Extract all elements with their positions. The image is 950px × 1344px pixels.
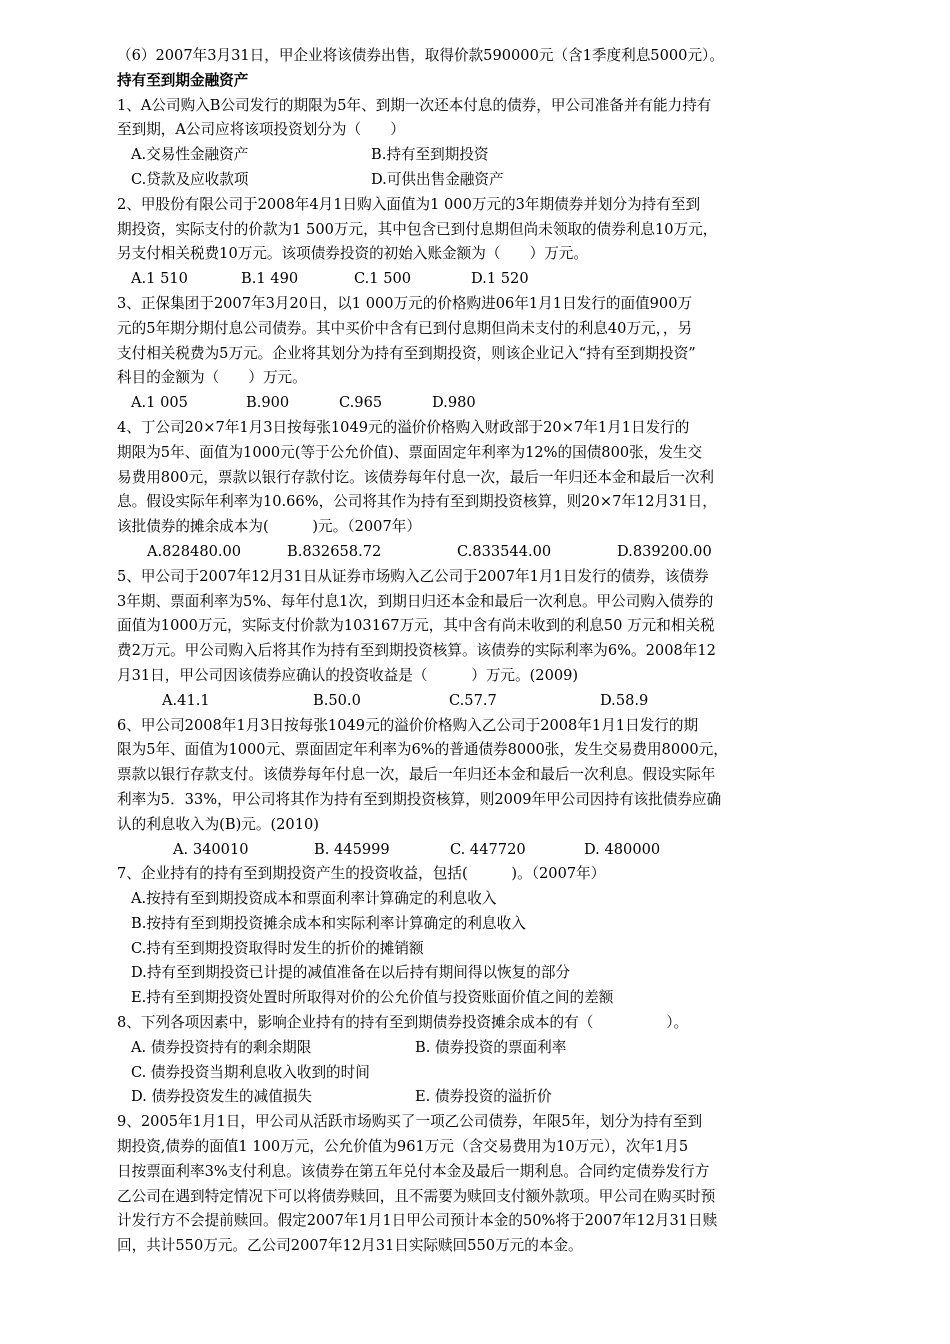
question-7 [117,862,817,1011]
question-9 [117,1110,817,1259]
option-b: B.900 [246,394,290,412]
question-text-line: 息。假设实际年利率为10.66%，公司将其作为持有至到期投资核算，则20×7年12月31日， [117,493,717,511]
question-8 [117,1011,817,1110]
option-c: C.833544.00 [457,542,552,560]
question-text-line: 面值为1000万元，实际支付价款为103167万元，其中含有尚未收到的利息50 万元和相关税 [117,617,715,635]
question-text-line: 该批债券的摊余成本为( )元。（2007年） [117,518,421,536]
option-a: A.828480.00 [147,542,242,560]
question-text-line: 日按票面利率3%支付利息。该债券在第五年兑付本金及最后一期利息。合同约定债券发行方 [117,1162,710,1180]
question-text-line: 2、甲股份有限公司于2008年4月1日购入面值为1 000万元的3年期债券并划分为持有至到 [117,195,701,213]
question-3 [117,292,817,416]
question-text-line: 1、A公司购入B公司发行的期限为5年、到期一次还本付息的债券，甲公司准备并有能力持有 [117,96,712,114]
option-d: D.1 520 [471,270,529,288]
question-text-line: 期投资，实际支付的价款为1 500万元，其中包含已到付息期但尚未领取的债券利息10万元， [117,220,718,238]
option-d: D.可供出售金融资产 [371,170,504,188]
question-2 [117,193,817,292]
option-row [117,1036,817,1061]
question-text-line: 认的利息收入为(B)元。(2010) [117,815,319,833]
question-text-line: 7、企业持有的持有至到期投资产生的投资收益，包括( )。（2007年） [117,865,606,883]
option-a: A.按持有至到期投资成本和票面利率计算确定的利息收入 [131,890,497,908]
question-text-line: 利率为5．33%，甲公司将其作为持有至到期投资核算，则2009年甲公司因持有该批债券应确 [117,790,722,808]
option-a: A.1 005 [131,394,188,412]
question-text-line: 3、正保集团于2007年3月20日，以1 000万元的价格购进06年1月1日发行的面值900万 [117,294,693,312]
option-b: B.持有至到期投资 [371,146,489,164]
question-text-line: 回，共计550万元。乙公司2007年12月31日实际赎回550万元的本金。 [117,1237,583,1255]
question-text-line: 期限为5年、面值为1000元(等于公允价值)、票面固定年利率为12%的国债800张，发生交 [117,443,703,461]
question-5 [117,565,817,714]
question-text-line: 8、下列各项因素中，影响企业持有的持有至到期债券投资摊余成本的有（ ）。 [117,1014,689,1032]
option-row [117,838,817,863]
question-text-line: 元的5年期分期付息公司债券。其中买价中含有已到付息期但尚未支付的利息40万元，，另 [117,319,693,337]
option-b: B.1 490 [241,270,299,288]
question-1 [117,94,817,193]
option-a: A. 债券投资持有的剩余期限 [131,1038,312,1056]
question-text-line: 科目的金额为（ ）万元。 [117,369,307,387]
question-text-line: 易费用800元，票款以银行存款付讫。该债券每年付息一次，最后一年归还本金和最后一次利 [117,468,715,486]
option-c: C.贷款及应收款项 [131,170,249,188]
option-b: B.按持有至到期投资摊余成本和实际利率计算确定的利息收入 [131,914,526,932]
option-e: E. 债券投资的溢折价 [415,1088,552,1106]
option-row [117,143,817,168]
option-c: C.持有至到期投资取得时发生的折价的摊销额 [131,939,424,957]
option-d: D. 债券投资发生的减值损失 [131,1088,312,1106]
document-page [117,44,817,1259]
question-text-line: 5、甲公司于2007年12月31日从证券市场购入乙公司于2007年1月1日发行的债券，该债券 [117,567,709,585]
option-b: B.50.0 [313,691,361,709]
question-text-line: 4、丁公司20×7年1月3日按每张1049元的溢价价格购入财政部于20×7年1月1日发行的 [117,418,690,436]
option-d: D.持有至到期投资已计提的减值准备在以后持有期间得以恢复的部分 [131,964,571,982]
intro-line: （6）2007年3月31日，甲企业将该债券出售，取得价款590000元（含1季度利息5000元）。 [117,47,724,64]
option-c: C. 447720 [450,840,526,858]
option-row [117,391,817,416]
question-6 [117,714,817,863]
question-text-line: 月31日，甲公司因该债券应确认的投资收益是（ ）万元。(2009) [117,666,579,684]
option-b: B. 445999 [314,840,390,858]
question-text-line: 乙公司在遇到特定情况下可以将债券赎回，且不需要为赎回支付额外款项。甲公司在购买时预 [117,1187,716,1205]
question-text-line: 另支付相关税费10万元。该项债券投资的初始入账金额为（ ）万元。 [117,245,588,263]
option-d: D.980 [432,394,476,412]
option-row [117,689,817,714]
option-row [117,1085,817,1110]
question-text-line: 至到期，A公司应将该项投资划分为（ ） [117,121,405,139]
option-c: C.57.7 [449,691,497,709]
option-row [117,267,817,292]
option-c: C.1 500 [354,270,412,288]
question-text-line: 限为5年、面值为1000元、票面固定年利率为6%的普通债券8000张，发生交易费用8000元， [117,741,728,759]
question-text-line: 9、2005年1月1日，甲公司从活跃市场购买了一项乙公司债券，年限5年，划分为持有至到 [117,1113,703,1131]
question-text-line: 计发行方不会提前赎回。假定2007年1月1日甲公司预计本金的50%将于2007年12月31日赎 [117,1212,718,1230]
option-row [117,540,817,565]
option-row [117,168,817,193]
section-title: 持有至到期金融资产 [117,71,249,89]
question-text-line: 期投资,债券的面值1 100万元，公允价值为961万元（含交易费用为10万元），次年1月5 [117,1138,689,1156]
question-text-line: 支付相关税费为5万元。企业将其划分为持有至到期投资，则该企业记入“持有至到期投资” [117,344,696,362]
question-text-line: 票款以银行存款支付。该债券每年付息一次，最后一年归还本金和最后一次利息。假设实际年 [117,766,716,784]
question-text-line: 6、甲公司2008年1月3日按每张1049元的溢价价格购入乙公司于2008年1月1日发行的期 [117,716,699,734]
option-e: E.持有至到期投资处置时所取得对价的公允价值与投资账面价值之间的差额 [131,989,614,1007]
option-a: A. 340010 [173,840,249,858]
option-a: A.1 510 [131,270,188,288]
option-d: D.58.9 [600,691,649,709]
option-c: C. 债券投资当期利息收入收到的时间 [131,1063,370,1081]
option-a: A.41.1 [162,691,210,709]
option-b: B.832658.72 [287,542,382,560]
option-a: A.交易性金融资产 [131,146,249,164]
question-text-line: 费2万元。甲公司购入后将其作为持有至到期投资核算。该债券的实际利率为6%。2008年12 [117,642,716,660]
option-b: B. 债券投资的票面利率 [415,1038,567,1056]
option-c: C.965 [339,394,383,412]
question-4 [117,416,817,565]
question-text-line: 3年期、票面利率为5%、每年付息1次，到期日归还本金和最后一次利息。甲公司购入债券的 [117,592,714,610]
option-d: D. 480000 [584,840,661,858]
option-d: D.839200.00 [617,542,712,560]
